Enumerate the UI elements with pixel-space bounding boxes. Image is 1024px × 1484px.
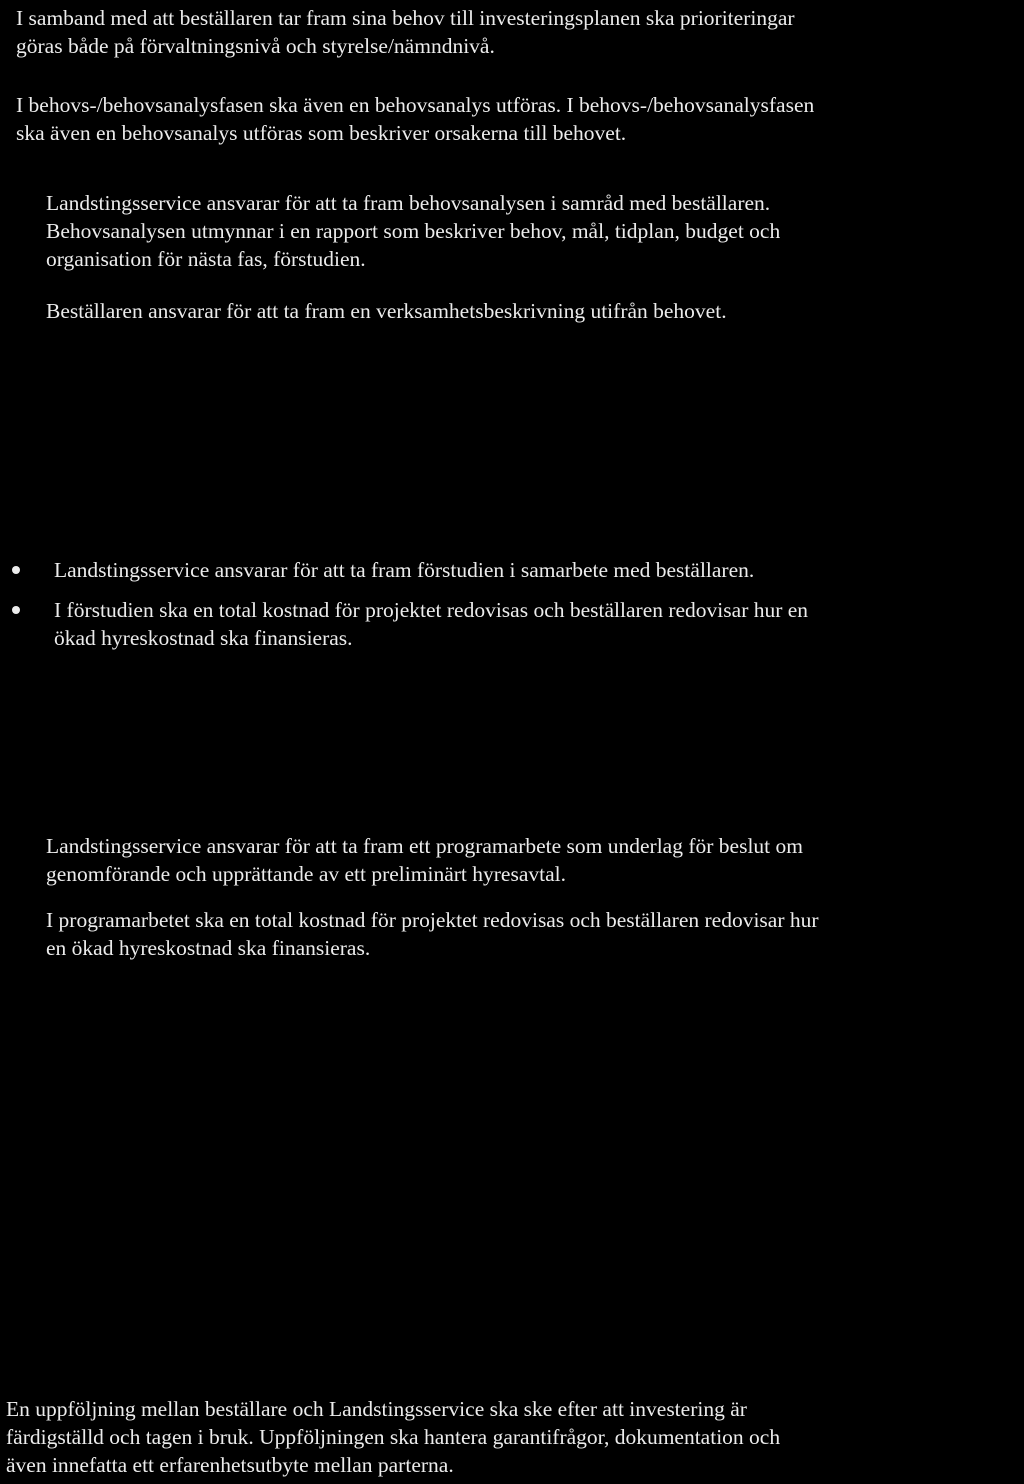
text-line: organisation för nästa fas, förstudien. [46,247,366,271]
text-line: en ökad hyreskostnad ska finansieras. [46,936,371,960]
text-line: Landstingsservice ansvarar för att ta fram behovsanalysen i samråd med beställaren. [46,191,771,215]
paragraph-business-description [46,297,727,325]
text-line: ökad hyreskostnad ska finansieras. [54,626,353,650]
text-line: Landstingsservice ansvarar för att ta fram ett programarbete som underlag för beslut om [46,834,804,858]
text-line: färdigställd och tagen i bruk. Uppföljningen ska hantera garantifrågor, dokumentation och [6,1425,781,1449]
text-line: Beställaren ansvarar för att ta fram en verksamhetsbeskrivning utifrån behovet. [46,299,727,323]
bullet-item-prestudy-cost [0,596,1024,652]
text-line: Behovsanalysen utmynnar i en rapport som beskriver behov, mål, tidplan, budget och [46,219,781,243]
text-line: ska även en behovsanalys utföras som beskriver orsakerna till behovet. [16,121,627,145]
text-line: göras både på förvaltningsnivå och styrelse/nämndnivå. [16,34,495,58]
bullet-text [54,556,754,584]
bullet-text [54,596,808,652]
paragraph-prioritization [16,4,795,60]
bullet-icon [12,566,20,574]
paragraph-program-work-cost [46,906,819,962]
text-line: I programarbetet ska en total kostnad för projektet redovisas och beställaren redovisar hur [46,908,819,932]
paragraph-needs-analysis-responsibility [46,189,780,273]
paragraph-needs-analysis-phase [16,91,814,147]
text-line: även innefatta ett erfarenhetsutbyte mellan parterna. [6,1453,454,1477]
text-line: I behovs-/behovsanalysfasen ska även en behovsanalys utföras. I behovs-/behovsanalysfasen [16,93,815,117]
text-line: genomförande och upprättande av ett preliminärt hyresavtal. [46,862,566,886]
text-line: En uppföljning mellan beställare och Landstingsservice ska ske efter att investering är [6,1397,747,1421]
text-line: I förstudien ska en total kostnad för projektet redovisas och beställaren redovisar hur en [54,598,809,622]
text-line: I samband med att beställaren tar fram sina behov till investeringsplanen ska prioriteringar [16,6,795,30]
bullet-icon [12,606,20,614]
paragraph-follow-up [6,1395,780,1479]
text-line: Landstingsservice ansvarar för att ta fram förstudien i samarbete med beställaren. [54,558,755,582]
paragraph-program-work-responsibility [46,832,803,888]
bullet-item-prestudy-responsibility [0,556,1024,584]
